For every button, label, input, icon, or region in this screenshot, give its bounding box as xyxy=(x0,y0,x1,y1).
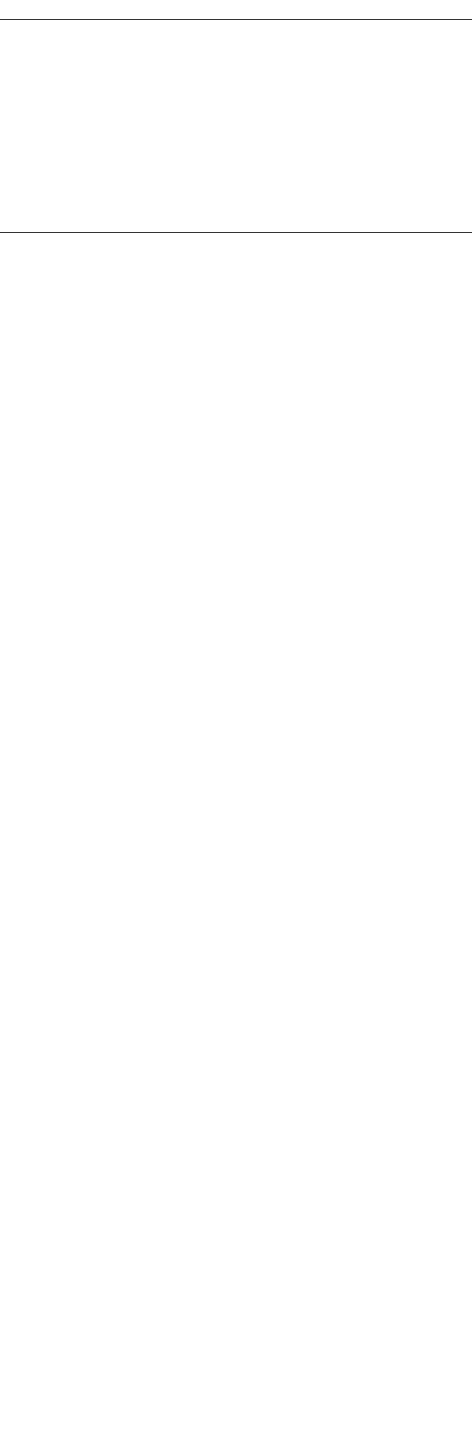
table-header-top xyxy=(0,0,472,20)
bullet-menores xyxy=(0,72,472,90)
no-incluida-note xyxy=(0,322,472,346)
ayuda-sevilla xyxy=(0,113,472,137)
plus-asistencia xyxy=(0,30,472,54)
bullet-menores xyxy=(0,305,472,323)
ayuda-provincia xyxy=(0,137,472,161)
bottom-notes xyxy=(0,239,472,346)
no-incluida-note xyxy=(0,161,472,185)
table-header-main xyxy=(0,213,472,233)
bullet-mayores xyxy=(0,54,472,72)
plus-conductores xyxy=(0,239,472,263)
document-page xyxy=(0,0,472,346)
ayuda-familiar xyxy=(0,263,472,287)
bullet-mayores xyxy=(0,287,472,305)
incluido-note xyxy=(0,89,472,113)
top-notes xyxy=(0,30,472,185)
